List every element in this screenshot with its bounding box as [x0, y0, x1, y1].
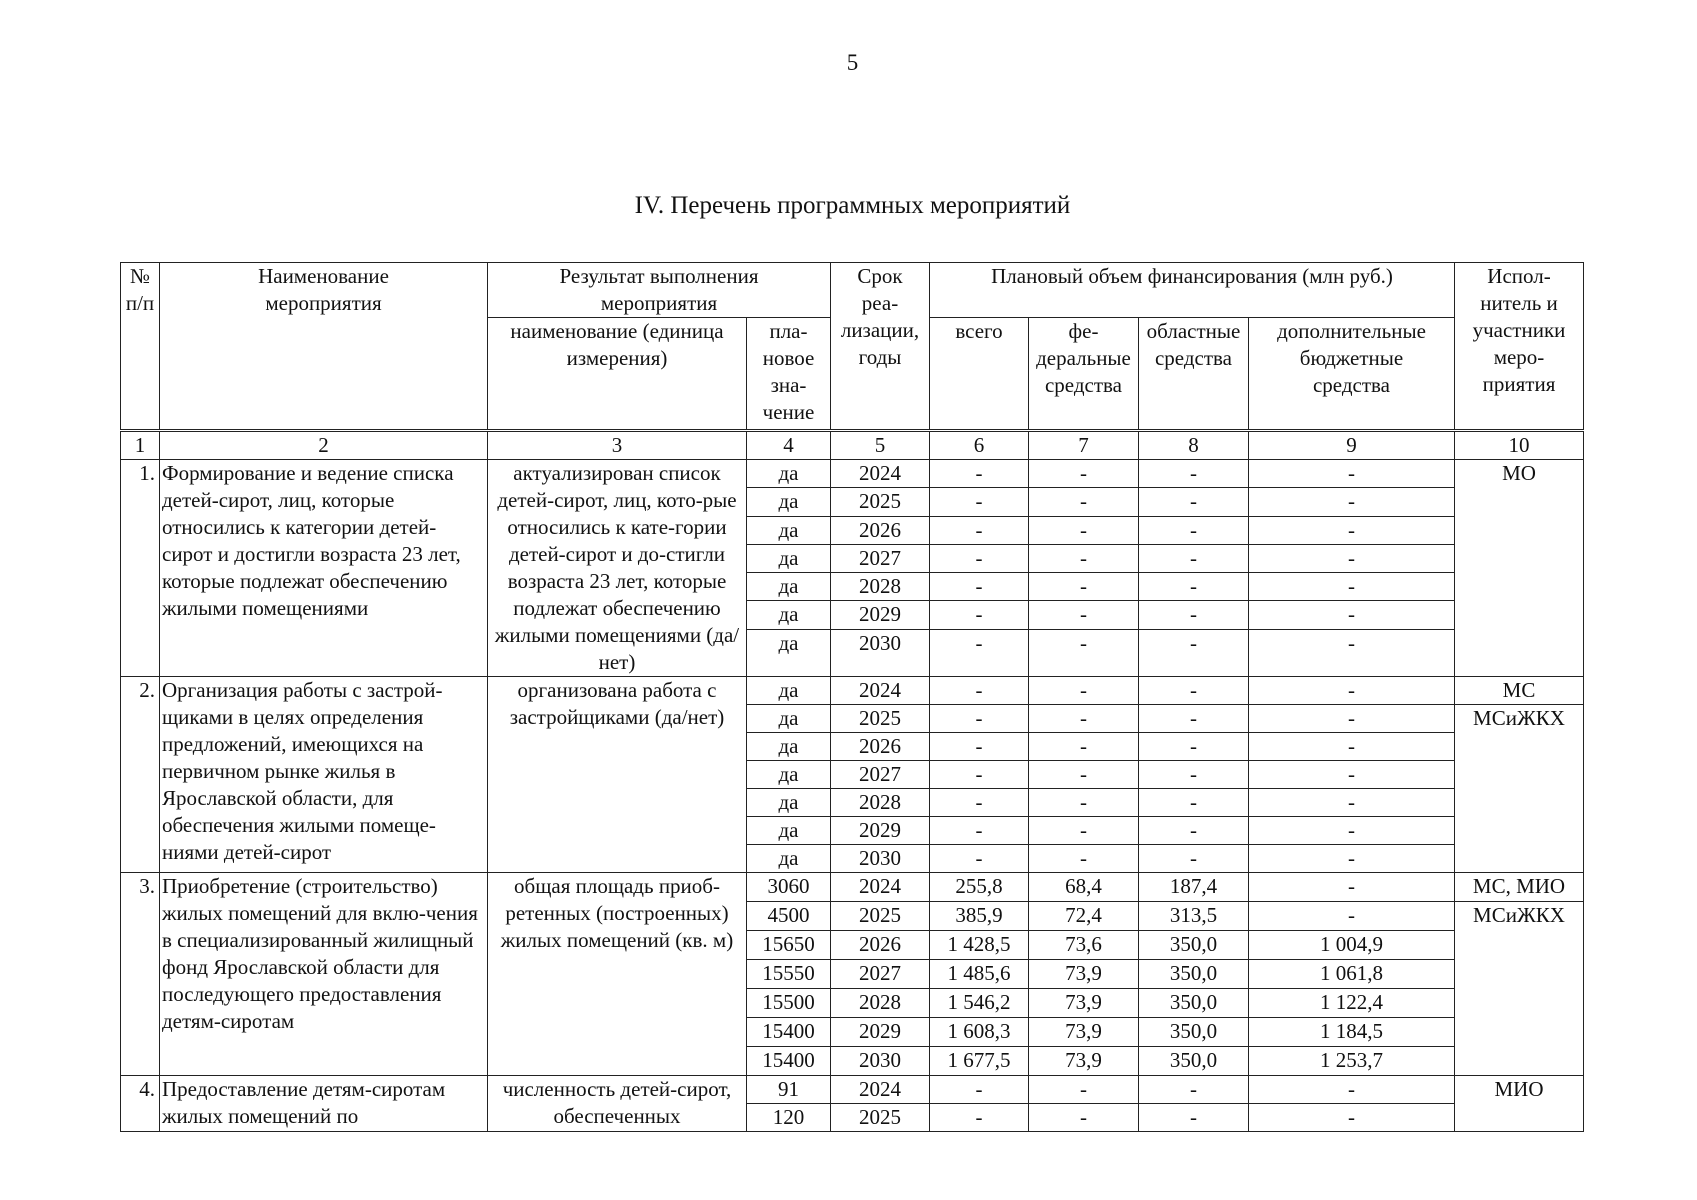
- year: 2028: [831, 989, 930, 1018]
- header-number: № п/п: [121, 263, 160, 430]
- plan-value: да: [747, 677, 831, 705]
- table-header: [120, 262, 1584, 430]
- finance-additional: 1 253,7: [1249, 1047, 1455, 1076]
- finance-total: -: [930, 761, 1029, 789]
- plan-value: 3060: [747, 873, 831, 902]
- year: 2027: [831, 960, 930, 989]
- finance-additional: -: [1249, 845, 1455, 873]
- finance-regional: -: [1139, 817, 1249, 845]
- measure-number: 3.: [121, 873, 160, 1076]
- finance-federal: 72,4: [1029, 902, 1139, 931]
- finance-total: 1 485,6: [930, 960, 1029, 989]
- finance-total: -: [930, 573, 1029, 601]
- finance-regional: -: [1139, 761, 1249, 789]
- finance-regional: 313,5: [1139, 902, 1249, 931]
- finance-regional: -: [1139, 460, 1249, 488]
- year: 2030: [831, 1047, 930, 1076]
- finance-federal: -: [1029, 460, 1139, 488]
- finance-total: -: [930, 516, 1029, 544]
- finance-federal: -: [1029, 544, 1139, 572]
- measure-result: общая площадь приоб-ретенных (построенных) жилых помещений (кв. м): [488, 873, 747, 1076]
- column-number: 4: [747, 432, 831, 460]
- page-number: 5: [846, 50, 859, 75]
- executor: МС, МИО: [1455, 873, 1584, 902]
- plan-value: 15400: [747, 1018, 831, 1047]
- column-number: 10: [1455, 432, 1584, 460]
- finance-regional: 187,4: [1139, 873, 1249, 902]
- finance-additional: -: [1249, 817, 1455, 845]
- column-number: 5: [831, 432, 930, 460]
- finance-total: -: [930, 460, 1029, 488]
- plan-value: да: [747, 761, 831, 789]
- year: 2027: [831, 544, 930, 572]
- column-number: 6: [930, 432, 1029, 460]
- measure-result: численность детей-сирот, обеспеченных: [488, 1076, 747, 1132]
- header-term: Срок реа-лизации, годы: [831, 263, 930, 430]
- finance-additional: -: [1249, 544, 1455, 572]
- executor: МС: [1455, 677, 1584, 705]
- table-row: [121, 460, 1584, 488]
- year: 2025: [831, 488, 930, 516]
- year: 2024: [831, 460, 930, 488]
- finance-federal: -: [1029, 516, 1139, 544]
- year: 2027: [831, 761, 930, 789]
- finance-federal: -: [1029, 1104, 1139, 1132]
- finance-additional: 1 004,9: [1249, 931, 1455, 960]
- finance-additional: 1 061,8: [1249, 960, 1455, 989]
- measure-number: 2.: [121, 677, 160, 873]
- finance-total: 1 428,5: [930, 931, 1029, 960]
- finance-additional: -: [1249, 629, 1455, 677]
- plan-value: да: [747, 845, 831, 873]
- header-name: Наименование мероприятия: [160, 263, 488, 430]
- finance-regional: -: [1139, 544, 1249, 572]
- finance-regional: -: [1139, 1076, 1249, 1104]
- finance-additional: -: [1249, 873, 1455, 902]
- finance-additional: -: [1249, 902, 1455, 931]
- year: 2025: [831, 902, 930, 931]
- finance-federal: -: [1029, 761, 1139, 789]
- year: 2030: [831, 845, 930, 873]
- finance-federal: -: [1029, 789, 1139, 817]
- plan-value: да: [747, 817, 831, 845]
- plan-value: да: [747, 516, 831, 544]
- finance-total: -: [930, 629, 1029, 677]
- finance-total: -: [930, 705, 1029, 733]
- finance-regional: -: [1139, 601, 1249, 629]
- finance-total: 1 608,3: [930, 1018, 1029, 1047]
- header-federal: фе-деральные средства: [1029, 318, 1139, 430]
- finance-regional: 350,0: [1139, 960, 1249, 989]
- table-row: [121, 873, 1584, 902]
- executor: МО: [1455, 460, 1584, 677]
- finance-total: 385,9: [930, 902, 1029, 931]
- finance-regional: -: [1139, 573, 1249, 601]
- finance-federal: -: [1029, 817, 1139, 845]
- section-title: IV. Перечень программных мероприятий: [634, 192, 1071, 219]
- finance-regional: -: [1139, 1104, 1249, 1132]
- finance-additional: 1 184,5: [1249, 1018, 1455, 1047]
- year: 2025: [831, 1104, 930, 1132]
- finance-total: -: [930, 601, 1029, 629]
- finance-additional: -: [1249, 761, 1455, 789]
- finance-regional: 350,0: [1139, 1047, 1249, 1076]
- finance-regional: -: [1139, 488, 1249, 516]
- finance-additional: -: [1249, 516, 1455, 544]
- finance-total: -: [930, 789, 1029, 817]
- column-number: 3: [488, 432, 747, 460]
- measure-result: организована работа с застройщиками (да/нет): [488, 677, 747, 873]
- finance-federal: 73,9: [1029, 989, 1139, 1018]
- header-additional: дополнительные бюджетные средства: [1249, 318, 1455, 430]
- year: 2029: [831, 601, 930, 629]
- finance-federal: -: [1029, 845, 1139, 873]
- measure-number: 4.: [121, 1076, 160, 1132]
- measure-name: Приобретение (строительство) жилых помещений для вклю-чения в специализированный жилищный фонд Ярославской области для последующего предоставления детям-сиротам: [160, 873, 488, 1076]
- finance-additional: -: [1249, 488, 1455, 516]
- year: 2024: [831, 677, 930, 705]
- year: 2026: [831, 733, 930, 761]
- plan-value: 15500: [747, 989, 831, 1018]
- finance-total: -: [930, 677, 1029, 705]
- finance-total: -: [930, 1076, 1029, 1104]
- finance-regional: -: [1139, 516, 1249, 544]
- plan-value: да: [747, 488, 831, 516]
- finance-federal: -: [1029, 601, 1139, 629]
- finance-additional: -: [1249, 460, 1455, 488]
- finance-total: -: [930, 817, 1029, 845]
- finance-federal: -: [1029, 677, 1139, 705]
- finance-additional: -: [1249, 733, 1455, 761]
- finance-total: 255,8: [930, 873, 1029, 902]
- plan-value: 15550: [747, 960, 831, 989]
- finance-federal: 73,6: [1029, 931, 1139, 960]
- year: 2029: [831, 1018, 930, 1047]
- finance-regional: -: [1139, 629, 1249, 677]
- measure-name: Организация работы с застрой-щиками в целях определения предложений, имеющихся на первичном рынке жилья в Ярославской области, для обеспечения жилыми помеще-ниями детей-сирот: [160, 677, 488, 873]
- finance-regional: -: [1139, 733, 1249, 761]
- column-number: 7: [1029, 432, 1139, 460]
- finance-federal: -: [1029, 573, 1139, 601]
- plan-value: да: [747, 733, 831, 761]
- year: 2029: [831, 817, 930, 845]
- year: 2028: [831, 789, 930, 817]
- year: 2024: [831, 1076, 930, 1104]
- plan-value: да: [747, 789, 831, 817]
- finance-federal: -: [1029, 1076, 1139, 1104]
- plan-value: 15650: [747, 931, 831, 960]
- column-number: 8: [1139, 432, 1249, 460]
- header-regional: областные средства: [1139, 318, 1249, 430]
- header-result-name: наименование (единица измерения): [488, 318, 747, 430]
- finance-additional: 1 122,4: [1249, 989, 1455, 1018]
- finance-federal: 73,9: [1029, 960, 1139, 989]
- header-total: всего: [930, 318, 1029, 430]
- finance-total: 1 546,2: [930, 989, 1029, 1018]
- plan-value: 4500: [747, 902, 831, 931]
- plan-value: да: [747, 544, 831, 572]
- finance-additional: -: [1249, 705, 1455, 733]
- table-row: [121, 677, 1584, 705]
- executor: МСиЖКХ: [1455, 902, 1584, 1076]
- measures-table: [120, 431, 1584, 1132]
- plan-value: да: [747, 573, 831, 601]
- finance-regional: -: [1139, 789, 1249, 817]
- year: 2024: [831, 873, 930, 902]
- finance-federal: -: [1029, 488, 1139, 516]
- table-row: [121, 1076, 1584, 1104]
- finance-total: -: [930, 845, 1029, 873]
- plan-value: да: [747, 629, 831, 677]
- measure-name: Предоставление детям-сиротам жилых помещений по: [160, 1076, 488, 1132]
- plan-value: 15400: [747, 1047, 831, 1076]
- finance-additional: -: [1249, 573, 1455, 601]
- executor: МИО: [1455, 1076, 1584, 1132]
- header-executor: Испол-нитель и участники меро-приятия: [1455, 263, 1584, 430]
- plan-value: да: [747, 705, 831, 733]
- finance-total: -: [930, 1104, 1029, 1132]
- finance-total: -: [930, 544, 1029, 572]
- header-result-plan: пла-новое зна-чение: [747, 318, 831, 430]
- year: 2025: [831, 705, 930, 733]
- finance-additional: -: [1249, 677, 1455, 705]
- finance-federal: -: [1029, 733, 1139, 761]
- finance-regional: -: [1139, 677, 1249, 705]
- finance-additional: -: [1249, 601, 1455, 629]
- finance-additional: -: [1249, 1104, 1455, 1132]
- measure-name: Формирование и ведение списка детей-сирот, лиц, которые относились к категории детей-сирот и достигли возраста 23 лет, которые подлежат обеспечению жилыми помещениями: [160, 460, 488, 677]
- measure-result: актуализирован список детей-сирот, лиц, кото-рые относились к кате-гории детей-сирот и до-стигли возраста 23 лет, которые подлежат обеспечению жилыми помещениями (да/нет): [488, 460, 747, 677]
- finance-regional: 350,0: [1139, 1018, 1249, 1047]
- plan-value: да: [747, 601, 831, 629]
- finance-total: 1 677,5: [930, 1047, 1029, 1076]
- finance-additional: -: [1249, 1076, 1455, 1104]
- finance-federal: 68,4: [1029, 873, 1139, 902]
- year: 2026: [831, 516, 930, 544]
- measure-number: 1.: [121, 460, 160, 677]
- year: 2030: [831, 629, 930, 677]
- finance-regional: 350,0: [1139, 989, 1249, 1018]
- finance-additional: -: [1249, 789, 1455, 817]
- finance-federal: 73,9: [1029, 1047, 1139, 1076]
- finance-regional: 350,0: [1139, 931, 1249, 960]
- plan-value: 91: [747, 1076, 831, 1104]
- header-result: Результат выполнения мероприятия: [488, 263, 831, 318]
- finance-federal: -: [1029, 629, 1139, 677]
- plan-value: да: [747, 460, 831, 488]
- plan-value: 120: [747, 1104, 831, 1132]
- finance-regional: -: [1139, 845, 1249, 873]
- column-number: 9: [1249, 432, 1455, 460]
- finance-total: -: [930, 488, 1029, 516]
- year: 2026: [831, 931, 930, 960]
- year: 2028: [831, 573, 930, 601]
- column-number: 2: [160, 432, 488, 460]
- executor: МСиЖКХ: [1455, 705, 1584, 873]
- finance-total: -: [930, 733, 1029, 761]
- finance-federal: 73,9: [1029, 1018, 1139, 1047]
- header-finance: Плановый объем финансирования (млн руб.): [930, 263, 1455, 318]
- finance-regional: -: [1139, 705, 1249, 733]
- column-numbers-row: [121, 432, 1584, 460]
- finance-federal: -: [1029, 705, 1139, 733]
- column-number: 1: [121, 432, 160, 460]
